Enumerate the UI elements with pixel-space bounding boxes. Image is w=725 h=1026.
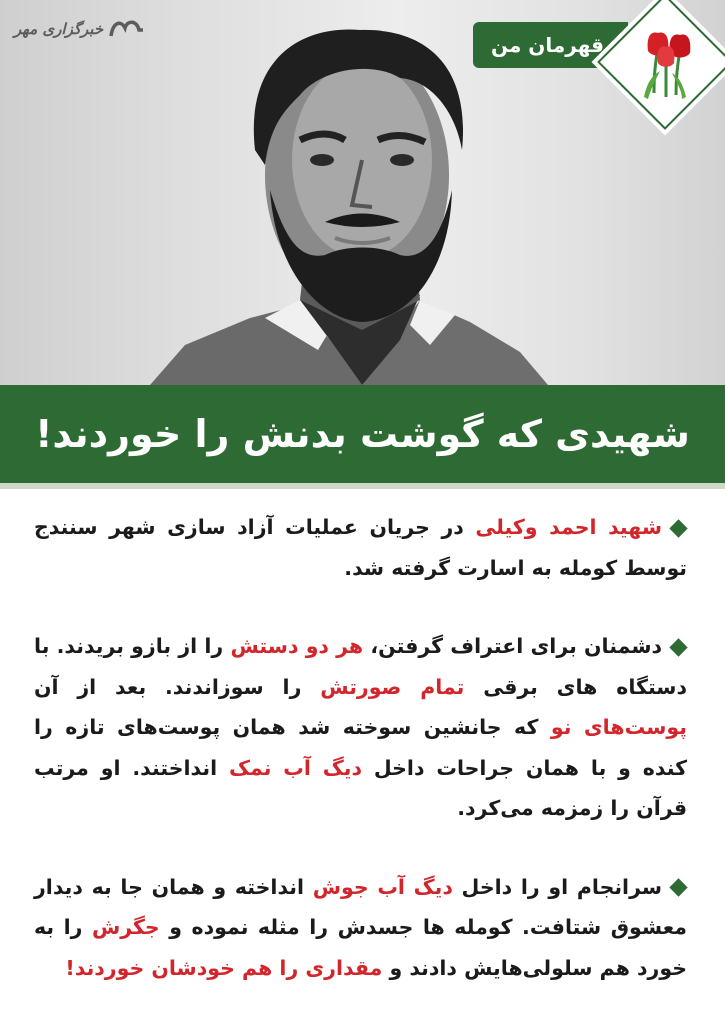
paragraph <box>34 507 687 588</box>
diamond-bullet-icon <box>669 638 687 656</box>
text-segment-highlight: دیگ آب جوش <box>312 874 453 899</box>
news-agency-logo <box>14 16 147 42</box>
series-badge-label: قهرمان من <box>473 22 628 68</box>
text-segment-highlight: جگرش <box>91 915 160 939</box>
text-segment: دشمنان برای اعتراف گرفتن، <box>363 634 662 658</box>
text-segment: انداختند. او مرتب قرآن را زمزمه می‌کرد. <box>34 755 687 820</box>
text-segment-highlight: مقداری را هم خودشان خوردند! <box>65 955 383 980</box>
text-segment-highlight: هر دو دستش <box>230 634 364 658</box>
text-segment: را سوزاندند. بعد از آن <box>34 674 321 699</box>
text-segment: را به خورد هم سلولی‌هایش دادند و <box>34 915 687 980</box>
text-segment-highlight: تمام صورتش <box>320 674 465 699</box>
text-segment: انداخته و همان جا به دیدار معشوق شتافت. کومله ها جسدش را مثله نموده و <box>34 874 687 939</box>
news-agency-name: خبرگزاری مهر <box>14 20 104 38</box>
text-segment: که جانشین سوخته شد همان پوست‌های تازه را کنده و با همان جراحات داخل <box>34 715 687 780</box>
text-segment-highlight: شهید احمد وکیلی <box>475 515 662 539</box>
article-body <box>34 507 687 1026</box>
text-segment-highlight: پوست‌های نو <box>550 715 687 739</box>
diamond-bullet-icon <box>669 878 687 896</box>
mehr-logo-icon <box>107 16 147 42</box>
diamond-bullet-icon <box>669 519 687 537</box>
page-title: شهیدی که گوشت بدنش را خوردند! <box>35 412 690 456</box>
text-segment-highlight: دیگ آب نمک <box>228 755 362 780</box>
title-banner <box>0 385 725 489</box>
tulip-icon <box>624 13 708 107</box>
text-segment: سرانجام او را داخل <box>452 874 662 899</box>
text-segment: را از بازو بریدند. با دستگاه های برقی <box>34 634 687 699</box>
text-segment: در جریان عملیات آزاد سازی شهر سنندج توسط کومله به اسارت گرفته شد. <box>34 515 687 580</box>
paragraph <box>34 626 687 829</box>
portrait-photo <box>0 0 725 385</box>
paragraph <box>34 867 687 989</box>
